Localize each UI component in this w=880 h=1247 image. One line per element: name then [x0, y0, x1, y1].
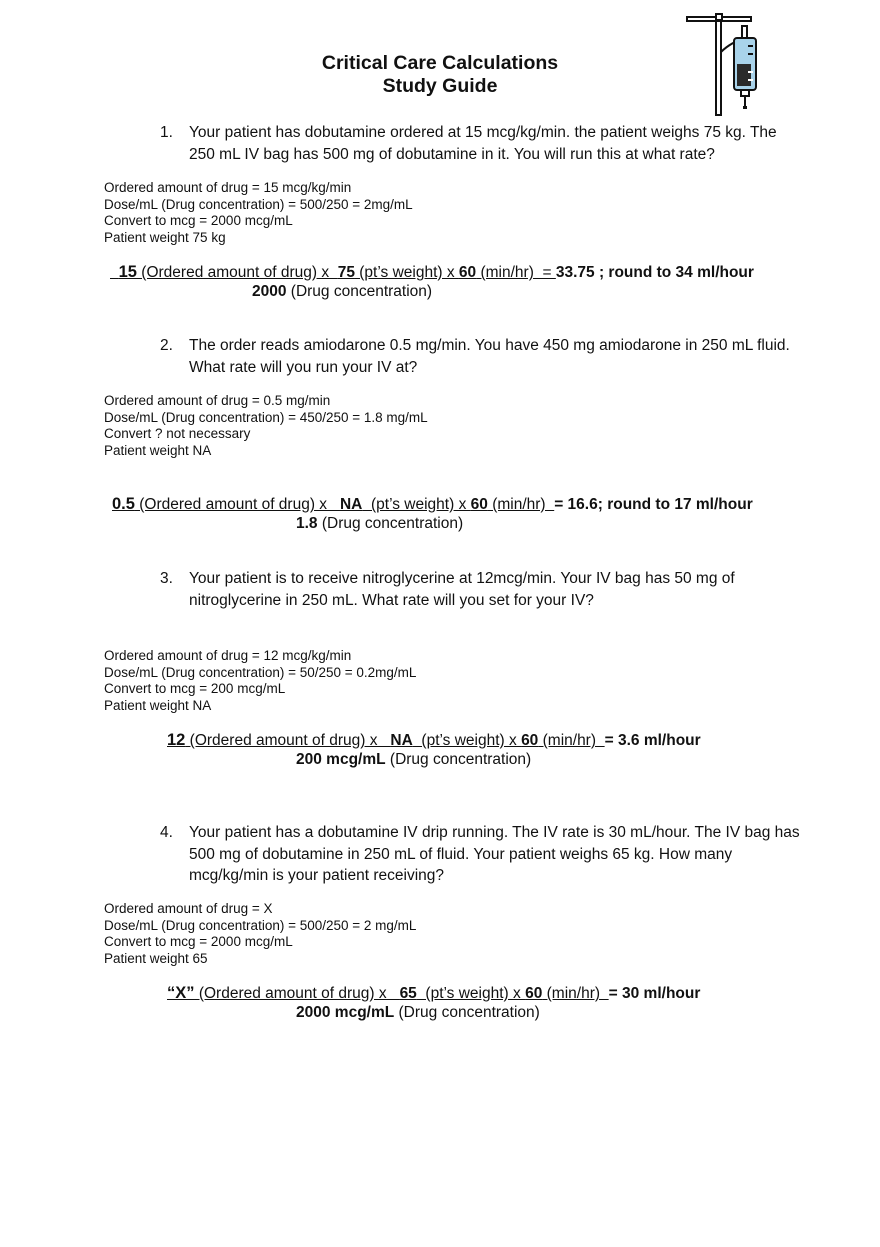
question-number: 2.: [160, 337, 173, 354]
formula-denominator: 2000 mcg/mL (Drug concentration): [296, 1004, 540, 1021]
question-text: Your patient is to receive nitroglycerine at 12mcg/min. Your IV bag has 50 mg of nitroglycerine in 250 mL. What rate will you set for your IV?: [189, 570, 735, 609]
formula-denominator: 200 mcg/mL (Drug concentration): [296, 751, 532, 768]
given-values-1: [104, 180, 413, 247]
formula-result: = 16.6; round to 17 ml/hour: [554, 496, 753, 513]
question-1: [160, 122, 800, 165]
formula-1: [110, 263, 754, 300]
fact-line: Convert to mcg = 2000 mcg/mL: [104, 213, 293, 229]
formula-result: = 30 ml/hour: [608, 985, 701, 1002]
fact-line: Convert to mcg = 2000 mcg/mL: [104, 934, 293, 950]
question-4: [160, 822, 800, 887]
page-title: Critical Care Calculations: [321, 52, 559, 74]
fact-line: Dose/mL (Drug concentration) = 500/250 = 2mg/mL: [104, 196, 413, 212]
fact-line: Patient weight NA: [104, 698, 212, 714]
question-text: The order reads amiodarone 0.5 mg/min. You have 450 mg amiodarone in 250 mL fluid. What rate will you run your IV at?: [189, 337, 790, 376]
given-values-3: [104, 648, 416, 715]
formula-numerator: “X” (Ordered amount of drug) x 65 (pt’s weight) x 60 (min/hr): [167, 984, 609, 1002]
formula-numerator: 12 (Ordered amount of drug) x NA (pt’s weight) x 60 (min/hr): [167, 731, 605, 749]
fact-line: Dose/mL (Drug concentration) = 500/250 = 2 mg/mL: [104, 917, 417, 933]
given-values-2: [104, 393, 428, 460]
formula-numerator: 0.5 (Ordered amount of drug) x NA (pt’s weight) x 60 (min/hr): [112, 495, 555, 513]
question-number: 1.: [160, 124, 173, 141]
fact-line: Ordered amount of drug = 15 mcg/kg/min: [104, 180, 352, 195]
formula-result: = 3.6 ml/hour: [604, 732, 701, 749]
fact-line: Convert to mcg = 200 mcg/mL: [104, 681, 286, 697]
formula-numerator: 15 (Ordered amount of drug) x 75 (pt’s weight) x 60 (min/hr) =: [118, 263, 556, 281]
given-values-4: [104, 901, 416, 968]
formula-denominator: 1.8 (Drug concentration): [296, 515, 464, 532]
question-3: [160, 568, 800, 611]
fact-line: Patient weight 65: [104, 951, 208, 967]
fact-line: Dose/mL (Drug concentration) = 450/250 = 1.8 mg/mL: [104, 409, 428, 425]
question-number: 4.: [160, 824, 173, 841]
question-2: [160, 335, 800, 378]
question-text: Your patient has a dobutamine IV drip running. The IV rate is 30 mL/hour. The IV bag has 500 mg of dobutamine in 250 mL of fluid. Your patient weighs 65 kg. How many mcg/kg/min is your patient receiving?: [189, 824, 800, 884]
page-subtitle: Study Guide: [382, 75, 498, 97]
question-text: Your patient has dobutamine ordered at 15 mcg/kg/min. the patient weighs 75 kg. The 250 mL IV bag has 500 mg of dobutamine in it. You will run this at what rate?: [189, 124, 777, 163]
question-number: 3.: [160, 570, 173, 587]
formula-3: [167, 731, 701, 768]
fact-line: Patient weight 75 kg: [104, 230, 226, 246]
fact-line: Ordered amount of drug = X: [104, 901, 273, 916]
formula-2: [112, 495, 753, 532]
formula-4: [167, 984, 701, 1021]
formula-result: 33.75 ; round to 34 ml/hour: [555, 264, 754, 281]
iv-bag-icon: [684, 12, 764, 118]
formula-denominator: 2000 (Drug concentration): [252, 283, 433, 300]
fact-line: Ordered amount of drug = 12 mcg/kg/min: [104, 648, 352, 663]
fact-line: Convert ? not necessary: [104, 426, 251, 442]
fact-line: Dose/mL (Drug concentration) = 50/250 = 0.2mg/mL: [104, 664, 417, 680]
fact-line: Patient weight NA: [104, 443, 212, 459]
fact-line: Ordered amount of drug = 0.5 mg/min: [104, 393, 331, 408]
